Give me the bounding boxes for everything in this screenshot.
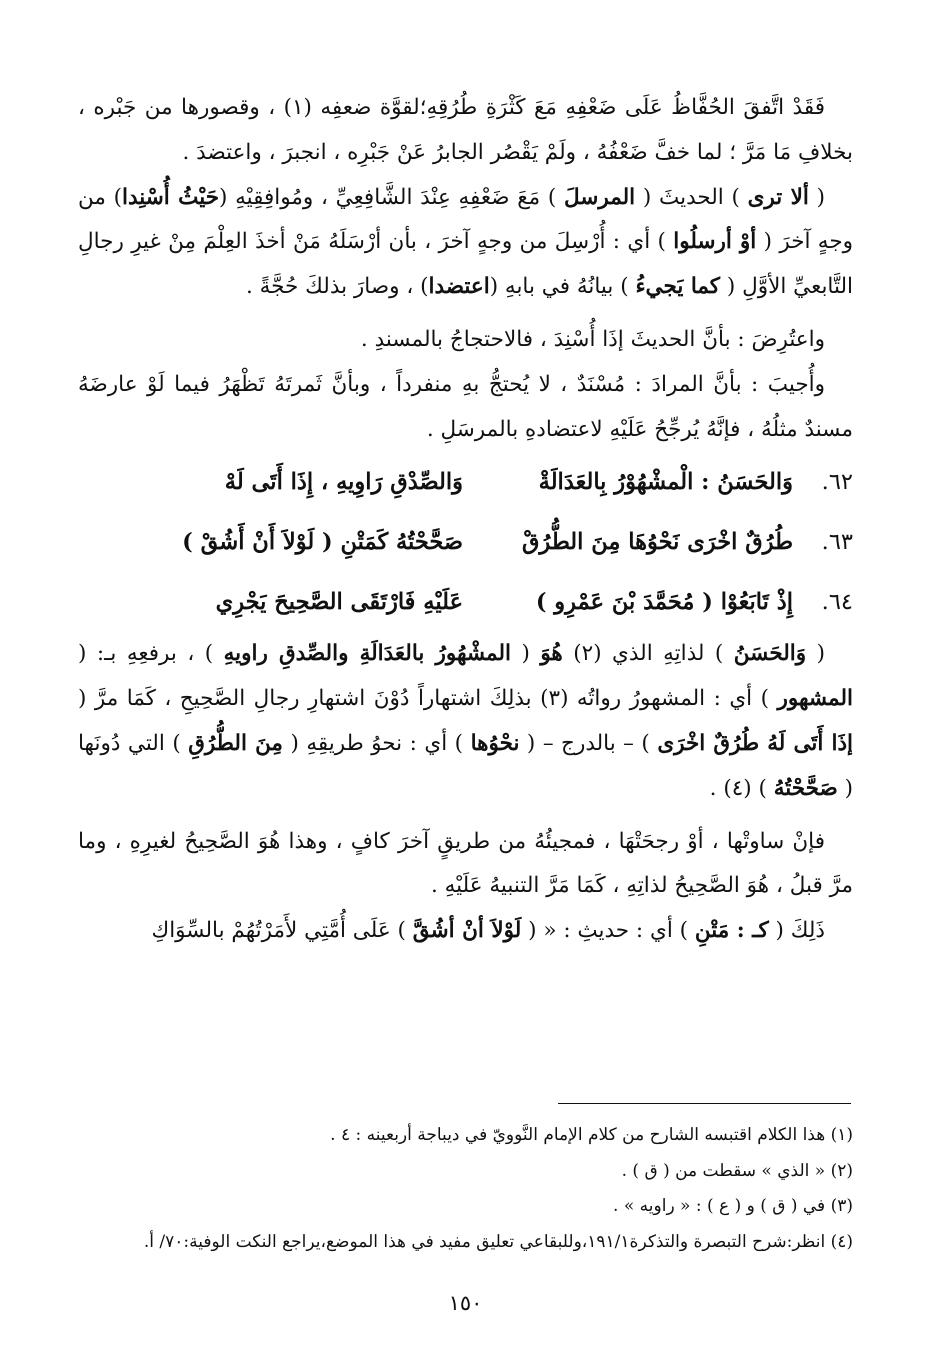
footnote-separator (558, 1103, 851, 1104)
text: ) أي : المشهورُ رواتُه (٣) بذلِكَ اشتهاراً دُوْنَ اشتهارِ رجالِ الصَّحِيحِ ، كَمَا مرَّ ( (78, 686, 778, 712)
text: ( (808, 184, 825, 210)
text: ) أي : نحوُ طريقِهِ ( (282, 730, 471, 756)
bold-term: المشهور (777, 686, 853, 712)
bold-term: حَيْثُ أُسْنِدا (122, 184, 219, 210)
paragraph: فَقَدْ اتَّفقَ الحُفَّاظُ عَلَى ضَعْفِهِ مَعَ كَثْرَةِ طُرُقِهِ؛لقوَّة ضعفِه (١) ، وقصورها من جَبْره ، بخلافِ مَا مَرَّ ؛ لما خفَّ ضَعْفُهُ ، ولَمْ يَقْصُر الجابرُ عَنْ جَبْرِه ، انجبرَ ، واعتضدَ . (78, 95, 853, 165)
page-number: ١٥٠ (448, 1291, 483, 1315)
bold-term: إذَا أَتَى لَهُ طُرُقٌ اخْرَى (657, 730, 853, 756)
paragraph (78, 176, 853, 310)
text: ) مَعَ ضَعْفِهِ عِنْدَ الشَّافِعِيِّ ، ومُوافِقِيْهِ ( (219, 184, 565, 210)
text: ) لذاتِهِ الذي (٢) (562, 641, 734, 667)
verse-number: ٦٢. (821, 469, 853, 496)
verse-line (78, 452, 853, 512)
verse-first-hemistich: وَالحَسَنُ : الْمشْهُوْرُ بِالعَدَالَةْ (538, 469, 793, 496)
bold-term: المشْهُورُ بالعَدَالَةِ والصِّدقِ راويهِ (223, 641, 512, 667)
bold-term: صَحَّحْتُهُ (773, 775, 838, 801)
text: ) – بالدرج – ( (519, 730, 658, 756)
text: ) ، وصارَ بذلكَ حُجَّةً . (245, 274, 429, 300)
bold-term: مِنَ الطُّرُقِ (188, 730, 283, 756)
bold-term: المرسلَ (564, 184, 636, 210)
verse-line (78, 572, 853, 632)
bold-term: اعتضدا (428, 274, 490, 300)
bold-term: هُوَ (540, 641, 563, 667)
verse-number: ٦٣. (821, 529, 853, 556)
text: ذَلِكَ ( (768, 918, 825, 944)
footnote: (١) هذا الكلام اقتبسه الشارح من كلام الإمام النَّوويّ في ديباجة أربعينه : ٤ . (330, 1125, 853, 1145)
verse-first-hemistich: إِذْ تَابَعُوْا ( مُحَمَّدَ بْنَ عَمْرِو ) (535, 589, 793, 616)
text: ) بيانُهُ في بابهِ ( (489, 274, 636, 300)
bold-term: ألا ترى (747, 184, 809, 210)
text: ) عَلَى أُمَّتِي لأَمَرْتُهُمْ بالسِّوَاكِ (151, 918, 413, 944)
paragraph (78, 909, 853, 954)
text: ) من وجهٍ آخرَ ( (78, 184, 854, 255)
paragraph (78, 632, 853, 811)
verse-second-hemistich: وَالصِّدْقِ رَاوِيهِ ، إِذَا أَتَى لَهْ (224, 469, 463, 496)
text: ( (511, 641, 541, 667)
footnote: (٢) « الذي » سقطت من ( ق ) . (621, 1160, 853, 1181)
bold-term: لَوْلاَ أنْ أشُقَّ (412, 918, 522, 944)
text: ) (٤) . (709, 775, 774, 801)
paragraph: فإنْ ساوتْها ، أوْ رجحَتْهَا ، فمجيئُهُ من طريقٍ آخرَ كافٍ ، وهذا هُوَ الصَّحِيحُ لغيرِهِ ، وما مرَّ قبلُ ، هُوَ الصَّحِيحُ لذاتِهِ ، كَمَا مَرَّ التنبيهُ عَلَيْهِ . (78, 828, 853, 899)
text: ) أي : حديثِ : « ( (521, 918, 695, 944)
text: ) ، برفعِهِ بـ: ( (78, 641, 224, 667)
bold-term: كما يَجيءُ (635, 274, 721, 300)
bold-term: كـ : مَتْنِ (694, 918, 769, 944)
paragraph: وأُجيبَ : بأنَّ المرادَ : مُسْنَدٌ ، لا يُحتجُّ بهِ منفرداً ، وبأنَّ ثَمرتَهُ تَظْهَرُ فيما لَوْ عارضَهُ مسندٌ مثلُهُ ، فإنَّهُ يُرجِّحُ عَلَيْهِ لاعتضادهِ بالمرسَلِ . (78, 371, 853, 442)
text: ) التي دُونَها ( (78, 730, 853, 801)
verse-first-hemistich: طُرُقٌ اخْرَى نَحْوُهَا مِنَ الطُّرُقْ (521, 529, 793, 556)
bold-term: أوْ أرسلُوا (673, 229, 757, 255)
verse-number: ٦٤. (821, 589, 853, 616)
text: ( (806, 641, 825, 667)
bold-term: نحْوُها (470, 730, 520, 756)
text: ) أي : أُرْسِلَ من وجهٍ آخرَ ، بأن أرْسَلَهُ مَنْ أخذَ العِلْمَ مِنْ غيرِ رجالِ التَّابعيِّ الأوَّلِ ( (78, 229, 853, 300)
footnotes (78, 1118, 853, 1260)
bold-term: وَالحَسَنُ (733, 641, 807, 667)
main-text (78, 86, 853, 954)
verse-second-hemistich: عَلَيْهِ فَارْتَقَى الصَّحِيحَ يَجْرِي (215, 589, 463, 616)
text: ) الحديثَ ( (635, 184, 748, 210)
verse-second-hemistich: صَحَّحْتُهُ كَمَتْنِ ( لَوْلاَ أَنْ أَشُقْ ) (182, 529, 463, 556)
paragraph: واعتُرِضَ : بأنَّ الحديثَ إذَا أُسْنِدَ ، فالاحتجاجُ بالمسندِ . (360, 326, 825, 352)
verse-line (78, 512, 853, 572)
footnote: (٣) في ( ق ) و ( ع ) : « راويه » . (613, 1196, 853, 1216)
footnote: (٤) انظر:شرح التبصرة والتذكرة١٩١/١،وللبقاعي تعليق مفيد في هذا الموضع،يراجع النكت الوفية:٧٠/ أ. (143, 1231, 853, 1252)
